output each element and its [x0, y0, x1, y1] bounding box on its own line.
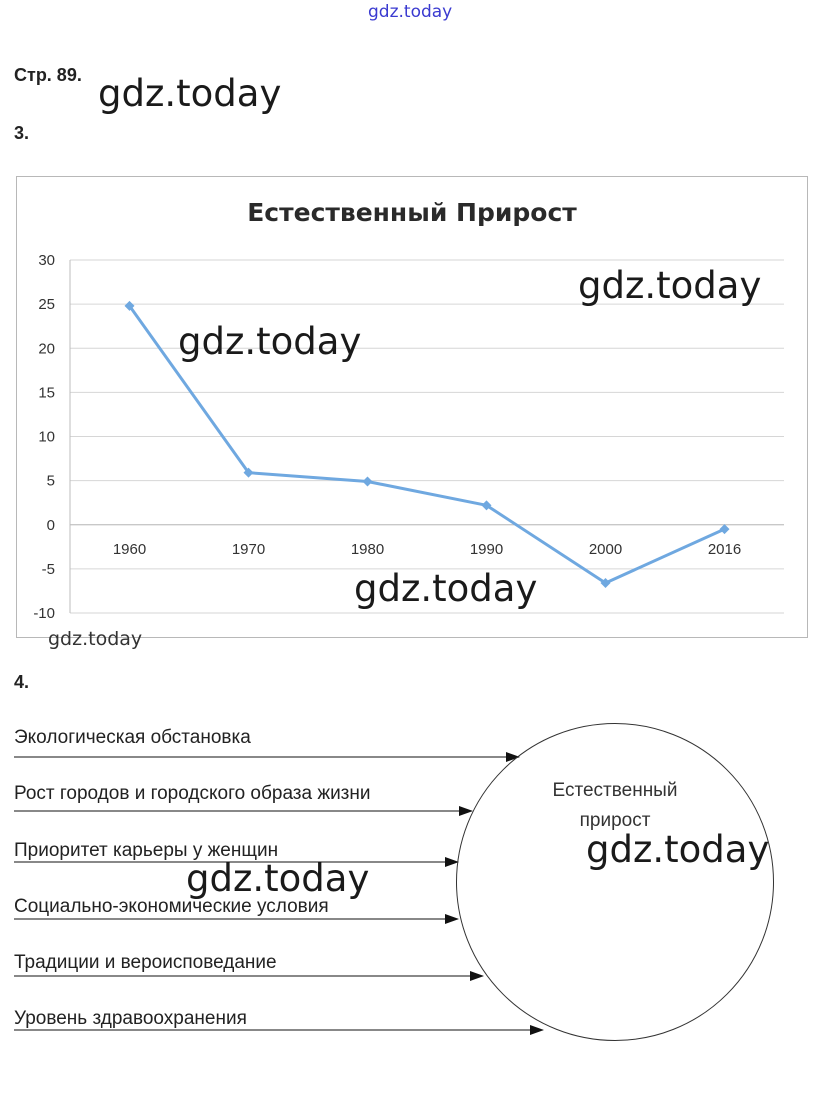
- y-tick-label: -5: [41, 560, 55, 578]
- x-tick-label: 2000: [588, 540, 623, 558]
- x-tick-label: 1980: [350, 540, 385, 558]
- factor-label: Традиции и вероисповедание: [14, 952, 277, 973]
- watermark: gdz.today: [98, 72, 282, 115]
- watermark: gdz.today: [578, 264, 762, 307]
- task-4-number: 4.: [14, 672, 30, 692]
- y-tick-label: 20: [38, 340, 55, 358]
- y-tick-label: 10: [38, 428, 55, 446]
- watermark: gdz.today: [586, 828, 770, 871]
- task-3-number: 3.: [14, 123, 30, 143]
- y-tick-label: 30: [38, 252, 55, 269]
- x-tick-label: 1990: [469, 540, 504, 558]
- page-label: Стр. 89.: [14, 65, 82, 85]
- factor-label: Уровень здравоохранения: [14, 1008, 247, 1029]
- y-tick-label: 5: [46, 472, 55, 490]
- watermark-top: gdz.today: [368, 2, 453, 22]
- factor-label: Приоритет карьеры у женщин: [14, 840, 279, 861]
- factor-label: Экологическая обстановка: [14, 727, 251, 748]
- x-tick-label: 1970: [231, 540, 266, 558]
- y-tick-label: 25: [38, 296, 55, 314]
- circle-label: [530, 776, 700, 836]
- x-tick-label: 1960: [112, 540, 147, 558]
- factor-label: Социально-экономические условия: [14, 896, 329, 917]
- circle-label-line1: Естественный: [552, 780, 678, 801]
- factor-label: Рост городов и городского образа жизни: [14, 783, 371, 804]
- watermark: gdz.today: [178, 320, 362, 363]
- chart-title: Естественный Прирост: [247, 198, 577, 227]
- watermark: gdz.today: [354, 567, 538, 610]
- y-tick-label: -10: [33, 605, 55, 622]
- watermark: gdz.today: [186, 857, 370, 900]
- x-tick-label: 2016: [707, 540, 742, 558]
- watermark: gdz.today: [48, 628, 143, 650]
- y-tick-label: 15: [38, 384, 55, 402]
- y-tick-label: 0: [46, 516, 55, 534]
- circle-label-line2: прирост: [579, 810, 651, 831]
- natural-growth-circle: [456, 723, 774, 1041]
